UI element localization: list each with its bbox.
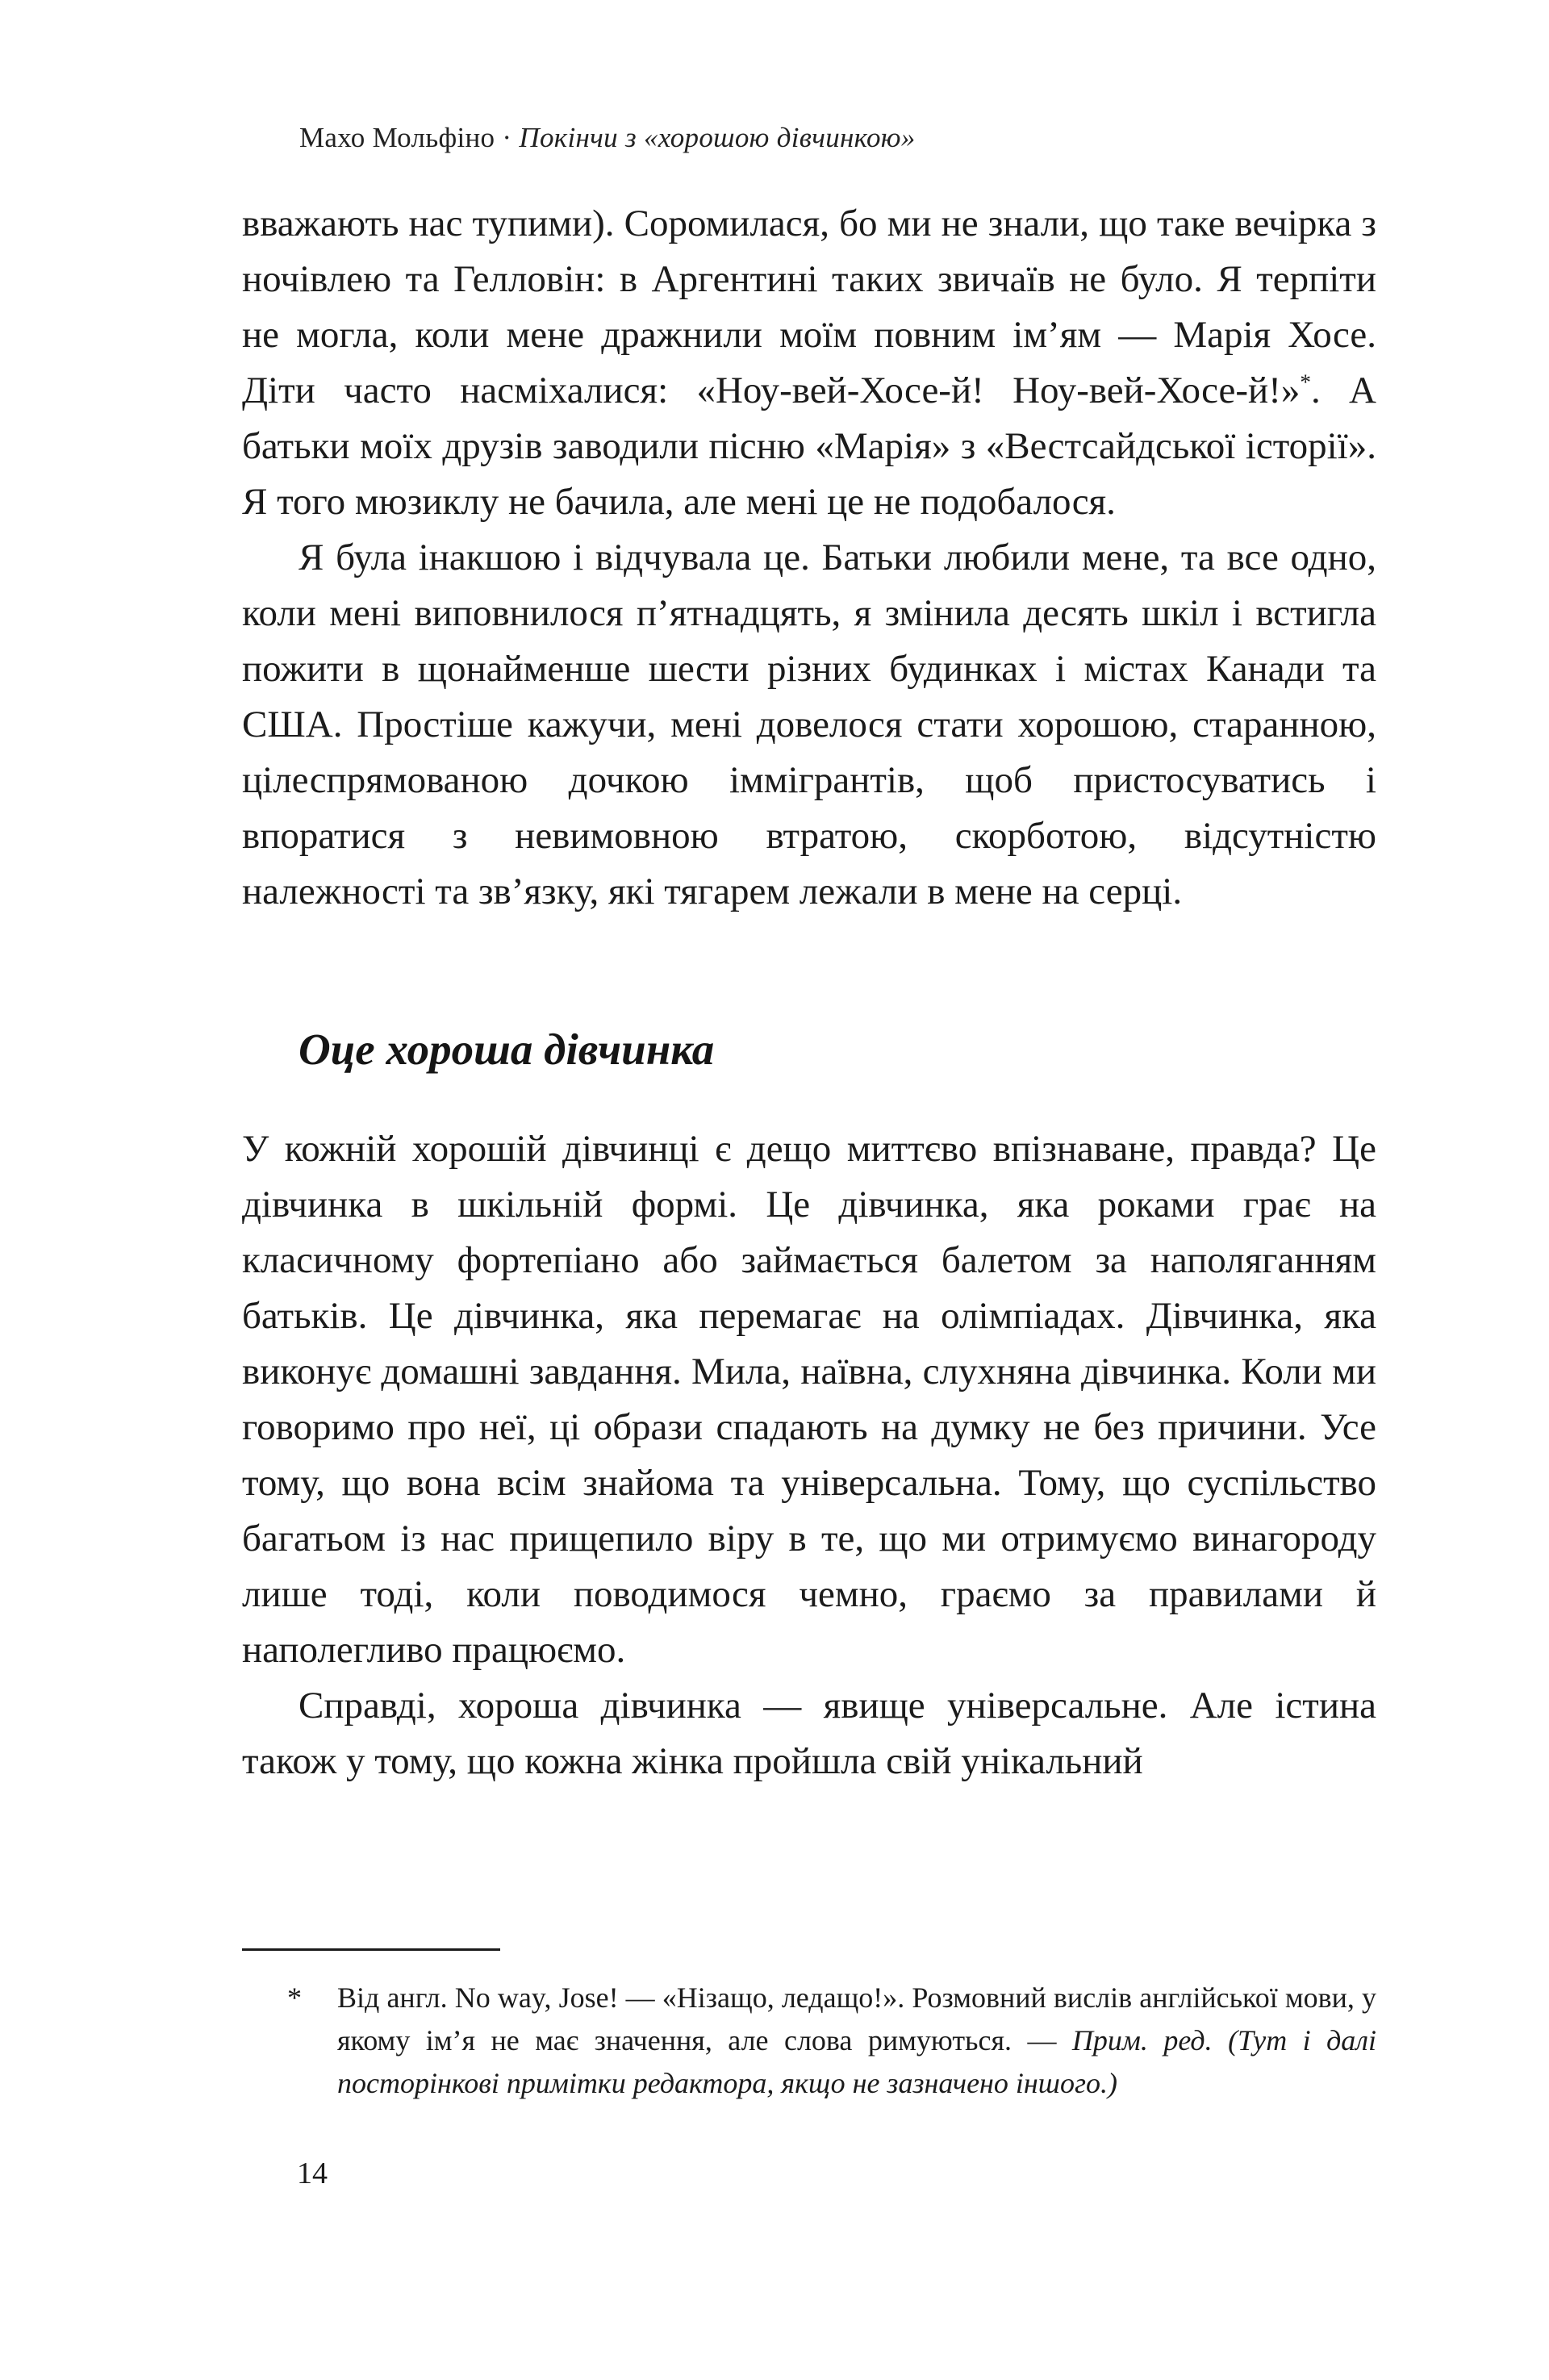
paragraph-1 [242, 196, 1376, 530]
paragraph-3: У кожній хорошій дівчинці є дещо миттєво впізнаване, правда? Це дівчинка в шкільній формі. Це дівчинка, яка роками грає на класичному фортепіано або займається балетом за наполяганням батьків. Це дівчинка, яка перемагає на олімпіадах. Дівчинка, яка виконує домашні завдання. Мила, наївна, слухняна дівчинка. Коли ми говоримо про неї, ці образи спадають на думку не без причини. Усе тому, що вона всім знайома та універсальна. Тому, що суспільство багатьом із нас прищепило віру в те, що ми отримуємо винагороду лише тоді, коли поводимося чемно, граємо за правилами й наполегливо працюємо. [242, 1128, 1376, 1671]
header-book-title: Покінчи з «хорошою дівчинкою» [519, 122, 916, 153]
footnote-text [337, 1977, 1376, 2105]
footnote-block [242, 1948, 1376, 2105]
running-header [299, 121, 916, 155]
paragraph-1-text-continued: . А батьки моїх друзів заводили пісню «Марія» з «Вестсайдської історії». Я того мюзиклу не бачила, але мені це не подобалося. [242, 370, 1376, 523]
paragraph-4: Справді, хороша дівчинка — явище універсальне. Але істина також у тому, що кожна жінка пройшла свій унікальний [242, 1685, 1376, 1782]
paragraph-1-text: вважають нас тупими). Соромилася, бо ми не знали, що таке вечірка з ночівлею та Гелловін: в Аргентині таких звичаїв не було. Я терпіти не могла, коли мене дражнили моїм повним ім’ям — Марія Хосе. Діти часто насміхалися: «Ноу-вей-Хосе-й! Ноу-вей-Хосе-й!» [242, 203, 1376, 411]
footnote-rule [242, 1948, 500, 1951]
footnote-marker: * [287, 1981, 302, 2014]
footnote-text-regular: Від англ. No way, Jose! — «Нізащо, ледащо!». Розмовний вислів англійської мови, у якому ім’я не має значення, але слова римуються. — [337, 1981, 1376, 2056]
footnote-text-italic: Прим. ред. (Тут і далі посторінкові примітки редактора, якщо не зазначено іншого.) [337, 2024, 1376, 2099]
page-number: 14 [297, 2157, 328, 2190]
header-author: Махо Мольфіно [299, 122, 495, 153]
footnote-reference-asterisk: * [1300, 370, 1311, 395]
header-separator: · [495, 122, 520, 153]
footnote [242, 1977, 1376, 2105]
page-body [242, 196, 1376, 1789]
section-heading: Оце хороша дівчинка [299, 1025, 715, 1074]
paragraph-2: Я була інакшою і відчувала це. Батьки любили мене, та все одно, коли мені виповнилося п’ятнадцять, я змінила десять шкіл і встигла пожити в щонайменше шести різних будинках і містах Канади та США. Простіше кажучи, мені довелося стати хорошою, старанною, цілеспрямованою дочкою іммігрантів, щоб пристосуватись і впоратися з невимовною втратою, скорботою, відсутністю належності та зв’язку, які тягарем лежали в мене на серці. [242, 537, 1376, 912]
